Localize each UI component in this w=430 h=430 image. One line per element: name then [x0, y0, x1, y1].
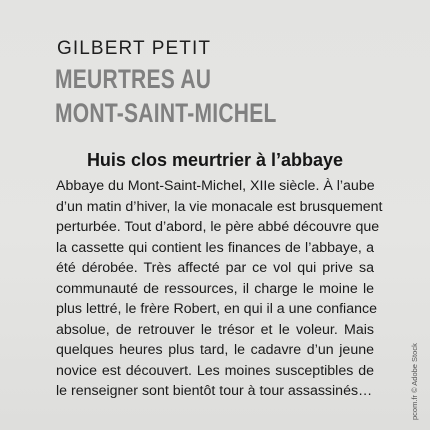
blurb-line: la cassette qui contient les finances de l’abbaye, a [56, 239, 374, 256]
author-name: GILBERT PETIT [57, 38, 212, 59]
blurb-line: absolue, de retrouver le trésor et le voleur. Mais [56, 321, 374, 338]
photo-credit: pcom.fr © Adobe Stock [410, 343, 419, 420]
book-subtitle: Huis clos meurtrier à l’abbaye [86, 150, 344, 170]
blurb-line: novice est découvert. Les moines susceptibles de [56, 362, 374, 379]
blurb-line: communauté de ressources, il charge le moine le [56, 280, 374, 297]
blurb-line: perturbée. Tout d’abord, le père abbé découvre que [56, 219, 380, 235]
blurb-line: été dérobée. Très affecté par ce vol qui prive sa [56, 260, 374, 276]
blurb-line: le renseigner sont bientôt tour à tour assassinés… [56, 383, 373, 399]
blurb-line: quelques heures plus tard, le cadavre d’un jeune [56, 342, 374, 358]
book-title-line-2: MONT-SAINT-MICHEL [55, 98, 277, 128]
blurb-line: plus lettré, le frère Robert, en qui il a une confiance [56, 301, 377, 317]
blurb-line: d’un matin d’hiver, la vie monacale est brusquement [56, 198, 383, 215]
blurb-text [56, 176, 383, 402]
blurb-line: Abbaye du Mont-Saint-Michel, XIIe siècle. À l’aube [56, 178, 375, 194]
book-title-line-1: MEURTRES AU [55, 64, 212, 94]
